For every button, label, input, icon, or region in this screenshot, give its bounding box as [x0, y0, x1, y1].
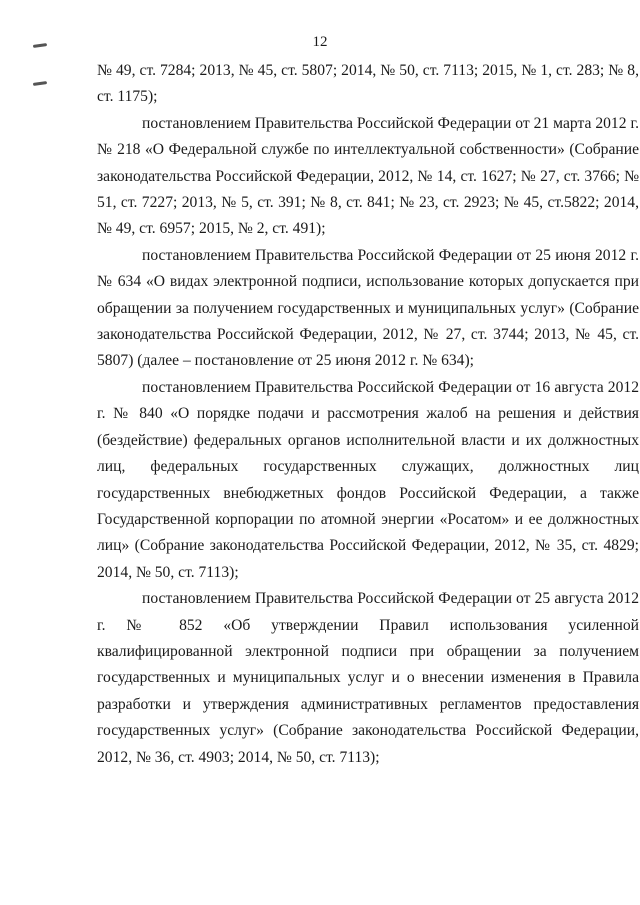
paragraph-resolution-634: постановлением Правительства Российской Федерации от 25 июня 2012 г. № 634 «О видах электронной подписи, использование которых допускается при обращении за получением государственных и муниципальных услуг» (Собрание законодательства Российской Федерации, 2012, № 27, ст. 3744; 2013, № 45, ст. 5807) (далее – постановление от 25 июня 2012 г. № 634); — [97, 246, 639, 370]
paragraph-continuation: № 49, ст. 7284; 2013, № 45, ст. 5807; 2014, № 50, ст. 7113; 2015, № 1, ст. 283; № 8, ст. 1175); — [97, 62, 639, 106]
paragraph-resolution-840: постановлением Правительства Российской Федерации от 16 августа 2012 г. № 840 «О порядке подачи и рассмотрения жалоб на решения и действия (бездействие) федеральных органов исполнительной власти и их должностных лиц, федеральных государственных служащих, должностных лиц государственных внебюджетных фондов Российской Федерации, а также Государственной корпорации по атомной энергии «Росатом» и ее должностных лиц» (Собрание законодательства Российской Федерации, 2012, № 35, ст. 4829; 2014, № 50, ст. 7113); — [97, 378, 639, 581]
document-body — [97, 58, 639, 771]
paragraph-resolution-218: постановлением Правительства Российской Федерации от 21 марта 2012 г. № 218 «О Федеральной службе по интеллектуальной собственности» (Собрание законодательства Российской Федерации, 2012, № 14, ст. 1627; № 27, ст. 3766; № 51, ст. 7227; 2013, № 5, ст. 391; № 8, ст. 841; № 23, ст. 2923; № 45, ст.5822; 2014, № 49, ст. 6957; 2015, № 2, ст. 491); — [97, 114, 639, 238]
paragraph-resolution-852: постановлением Правительства Российской Федерации от 25 августа 2012 г. № 852 «Об утверждении Правил использования усиленной квалифицированной электронной подписи при обращении за получением государственных и муниципальных услуг и о внесении изменения в Правила разработки и утверждения административных регламентов предоставления государственных услуг» (Собрание законодательства Российской Федерации, 2012, № 36, ст. 4903; 2014, № 50, ст. 7113); — [97, 590, 639, 766]
page-number: 12 — [312, 34, 328, 50]
margin-scan-mark — [33, 81, 47, 86]
